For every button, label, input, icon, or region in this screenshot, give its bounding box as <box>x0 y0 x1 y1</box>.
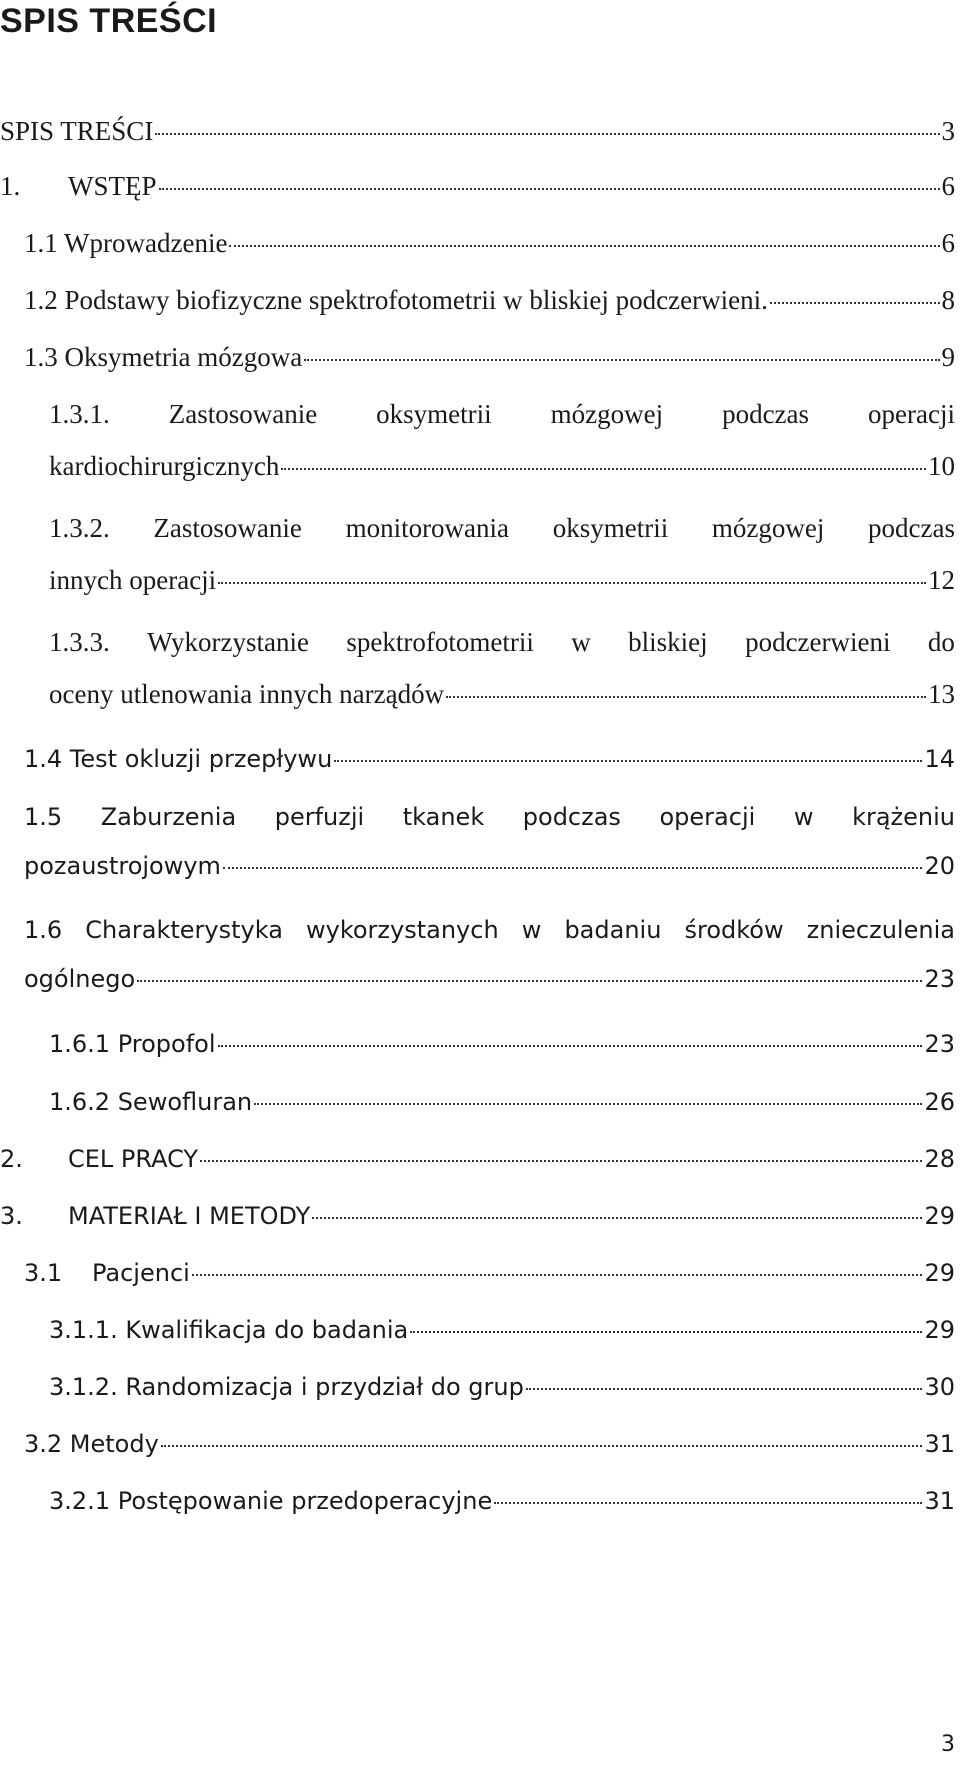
toc-entry-label: ogólnego <box>24 965 136 993</box>
toc-word: Charakterystyka <box>85 916 283 944</box>
toc-word: oksymetrii <box>552 513 669 543</box>
toc-entry-zaburzenia-perfuzji[interactable] <box>24 805 955 878</box>
toc-word: spektrofotometrii <box>346 627 534 657</box>
toc-entry-page: 9 <box>941 342 955 372</box>
toc-entry-cel-pracy[interactable] <box>0 1147 955 1171</box>
toc-word: 1.3.2. <box>49 513 110 543</box>
toc-leader-dots <box>161 1445 923 1447</box>
toc-leader-dots <box>526 1388 923 1390</box>
page-number: 3 <box>941 1732 955 1757</box>
toc-word: Zastosowanie <box>168 399 318 429</box>
toc-leader-dots <box>312 1217 922 1219</box>
toc-entry-page: 12 <box>928 565 955 595</box>
toc-word: operacji <box>868 399 955 429</box>
toc-entry-page: 14 <box>924 745 955 773</box>
toc-leader-dots <box>334 760 922 762</box>
toc-entry-first-line <box>24 918 955 942</box>
toc-entry-label: kardiochirurgicznych <box>49 451 280 481</box>
toc-entry-label: innych operacji <box>49 565 217 595</box>
toc-leader-dots <box>192 1274 923 1276</box>
toc-entry-metody[interactable] <box>24 1432 955 1456</box>
toc-entry-number: 1. <box>0 171 21 201</box>
toc-entry-page: 23 <box>924 965 955 993</box>
toc-word: tkanek <box>402 803 485 831</box>
toc-entry-label: Pacjenci <box>92 1259 190 1287</box>
toc-entry-oksymetria[interactable] <box>24 344 955 371</box>
toc-leader-dots <box>137 980 922 982</box>
toc-entry-propofol[interactable] <box>49 1032 955 1056</box>
toc-entry-1-3-3[interactable] <box>49 629 955 708</box>
toc-leader-dots <box>229 245 939 247</box>
toc-entry-label: SPIS TREŚCI <box>0 116 154 146</box>
toc-entry-wstep[interactable] <box>0 173 955 200</box>
toc-word: Zastosowanie <box>153 513 302 543</box>
toc-word: podczas <box>868 513 955 543</box>
toc-word: Zaburzenia <box>100 803 237 831</box>
toc-entry-charakterystyka[interactable] <box>24 918 955 991</box>
toc-leader-dots <box>410 1331 922 1333</box>
toc-word: środków <box>684 916 784 944</box>
toc-entry-label: MATERIAŁ I METODY <box>68 1202 311 1230</box>
toc-word: 1.6 <box>24 916 63 944</box>
toc-word: oksymetrii <box>376 399 492 429</box>
toc-word: w <box>793 803 814 831</box>
toc-entry-sewofluran[interactable] <box>49 1090 955 1114</box>
toc-word: znieczulenia <box>806 916 955 944</box>
toc-entry-number: 3.1 <box>24 1259 63 1287</box>
toc-entry-label: 1.3 Oksymetria mózgowa <box>24 342 303 372</box>
toc-entry-first-line <box>24 805 955 829</box>
toc-entry-label: 1.1 Wprowadzenie <box>24 228 228 258</box>
toc-entry-page: 31 <box>924 1430 955 1458</box>
toc-leader-dots <box>254 1103 922 1105</box>
toc-entry-first-line <box>49 629 955 656</box>
toc-entry-1-3-1[interactable] <box>49 401 955 480</box>
toc-entry-page: 30 <box>924 1373 955 1401</box>
toc-word: krążeniu <box>852 803 955 831</box>
toc-entry-label: 3.2.1 Postępowanie przedoperacyjne <box>49 1487 493 1515</box>
toc-entry-page: 8 <box>941 285 955 315</box>
toc-entry-postepowanie[interactable] <box>49 1489 955 1513</box>
toc-word: 1.3.1. <box>49 399 110 429</box>
toc-entry-label: 3.2 Metody <box>24 1430 159 1458</box>
toc-entry-label: oceny utlenowania innych narządów <box>49 679 445 709</box>
toc-entry-page: 6 <box>941 228 955 258</box>
toc-entry-first-line <box>49 401 955 428</box>
toc-word: wykorzystanych <box>306 916 499 944</box>
toc-entry-kwalifikacja[interactable] <box>49 1318 955 1342</box>
toc-word: 1.3.3. <box>49 627 110 657</box>
toc-leader-dots <box>159 188 940 190</box>
toc-word: mózgowej <box>711 513 825 543</box>
toc-word: monitorowania <box>345 513 510 543</box>
toc-word: operacji <box>659 803 756 831</box>
toc-entry-label: 1.6.1 Propofol <box>49 1030 216 1058</box>
toc-leader-dots <box>446 696 926 698</box>
toc-entry-wprowadzenie[interactable] <box>24 230 955 257</box>
toc-word: podczas <box>722 399 810 429</box>
toc-entry-label: pozaustrojowym <box>24 852 221 880</box>
toc-entry-label: WSTĘP <box>68 171 157 201</box>
toc-word: Wykorzystanie <box>147 627 309 657</box>
toc-entry-page: 29 <box>924 1316 955 1344</box>
toc-word: bliskiej <box>628 627 708 657</box>
toc-entry-first-line <box>49 515 955 542</box>
toc-entry-number: 3. <box>0 1202 23 1230</box>
toc-entry-label: 1.4 Test okluzji przepływu <box>24 745 333 773</box>
toc-leader-dots <box>494 1502 922 1504</box>
toc-entry-pacjenci[interactable] <box>24 1261 955 1285</box>
toc-word: w <box>571 627 591 657</box>
toc-word: w <box>521 916 542 944</box>
toc-entry-page: 13 <box>928 679 955 709</box>
toc-leader-dots <box>223 867 923 869</box>
toc-entry-label: 3.1.1. Kwalifikacja do badania <box>49 1316 409 1344</box>
toc-entry-label: 3.1.2. Randomizacja i przydział do grup <box>49 1373 524 1401</box>
toc-entry-page: 28 <box>924 1145 955 1173</box>
toc-word: podczas <box>522 803 621 831</box>
toc-entry-page: 26 <box>924 1088 955 1116</box>
toc-entry-1-3-2[interactable] <box>49 515 955 594</box>
toc-entry-test-okluzji[interactable] <box>24 747 955 771</box>
toc-leader-dots <box>218 582 926 584</box>
toc-entry-page: 23 <box>924 1030 955 1058</box>
toc-word: 1.5 <box>24 803 63 831</box>
toc-word: mózgowej <box>550 399 664 429</box>
toc-word: badaniu <box>564 916 662 944</box>
toc-entry-number: 2. <box>0 1145 23 1173</box>
toc-leader-dots <box>770 302 940 304</box>
toc-word: perfuzji <box>274 803 365 831</box>
toc-entry-page: 31 <box>924 1487 955 1515</box>
toc-entry-page: 3 <box>941 116 955 146</box>
toc-word: do <box>927 627 955 657</box>
toc-leader-dots <box>155 133 939 135</box>
toc-entry-page: 29 <box>924 1259 955 1287</box>
toc-leader-dots <box>281 468 926 470</box>
toc-leader-dots <box>218 1045 923 1047</box>
toc-entry-label: 1.6.2 Sewofluran <box>49 1088 253 1116</box>
toc-entry-page: 10 <box>928 451 955 481</box>
toc-entry-randomizacja[interactable] <box>49 1375 955 1399</box>
toc-leader-dots <box>200 1160 922 1162</box>
toc-entry-label: CEL PRACY <box>68 1145 199 1173</box>
toc-entry-page: 6 <box>941 171 955 201</box>
toc-entry-spis-tresci[interactable] <box>0 118 955 145</box>
toc-leader-dots <box>304 359 939 361</box>
page-title: SPIS TREŚCI <box>0 2 218 40</box>
toc-word: podczerwieni <box>745 627 891 657</box>
toc-entry-material-i-metody[interactable] <box>0 1204 955 1228</box>
toc-entry-page: 29 <box>924 1202 955 1230</box>
toc-entry-page: 20 <box>924 852 955 880</box>
toc-entry-label: 1.2 Podstawy biofizyczne spektrofotometrii w bliskiej podczerwieni. <box>24 285 768 315</box>
toc-entry-podstawy[interactable] <box>24 287 955 314</box>
